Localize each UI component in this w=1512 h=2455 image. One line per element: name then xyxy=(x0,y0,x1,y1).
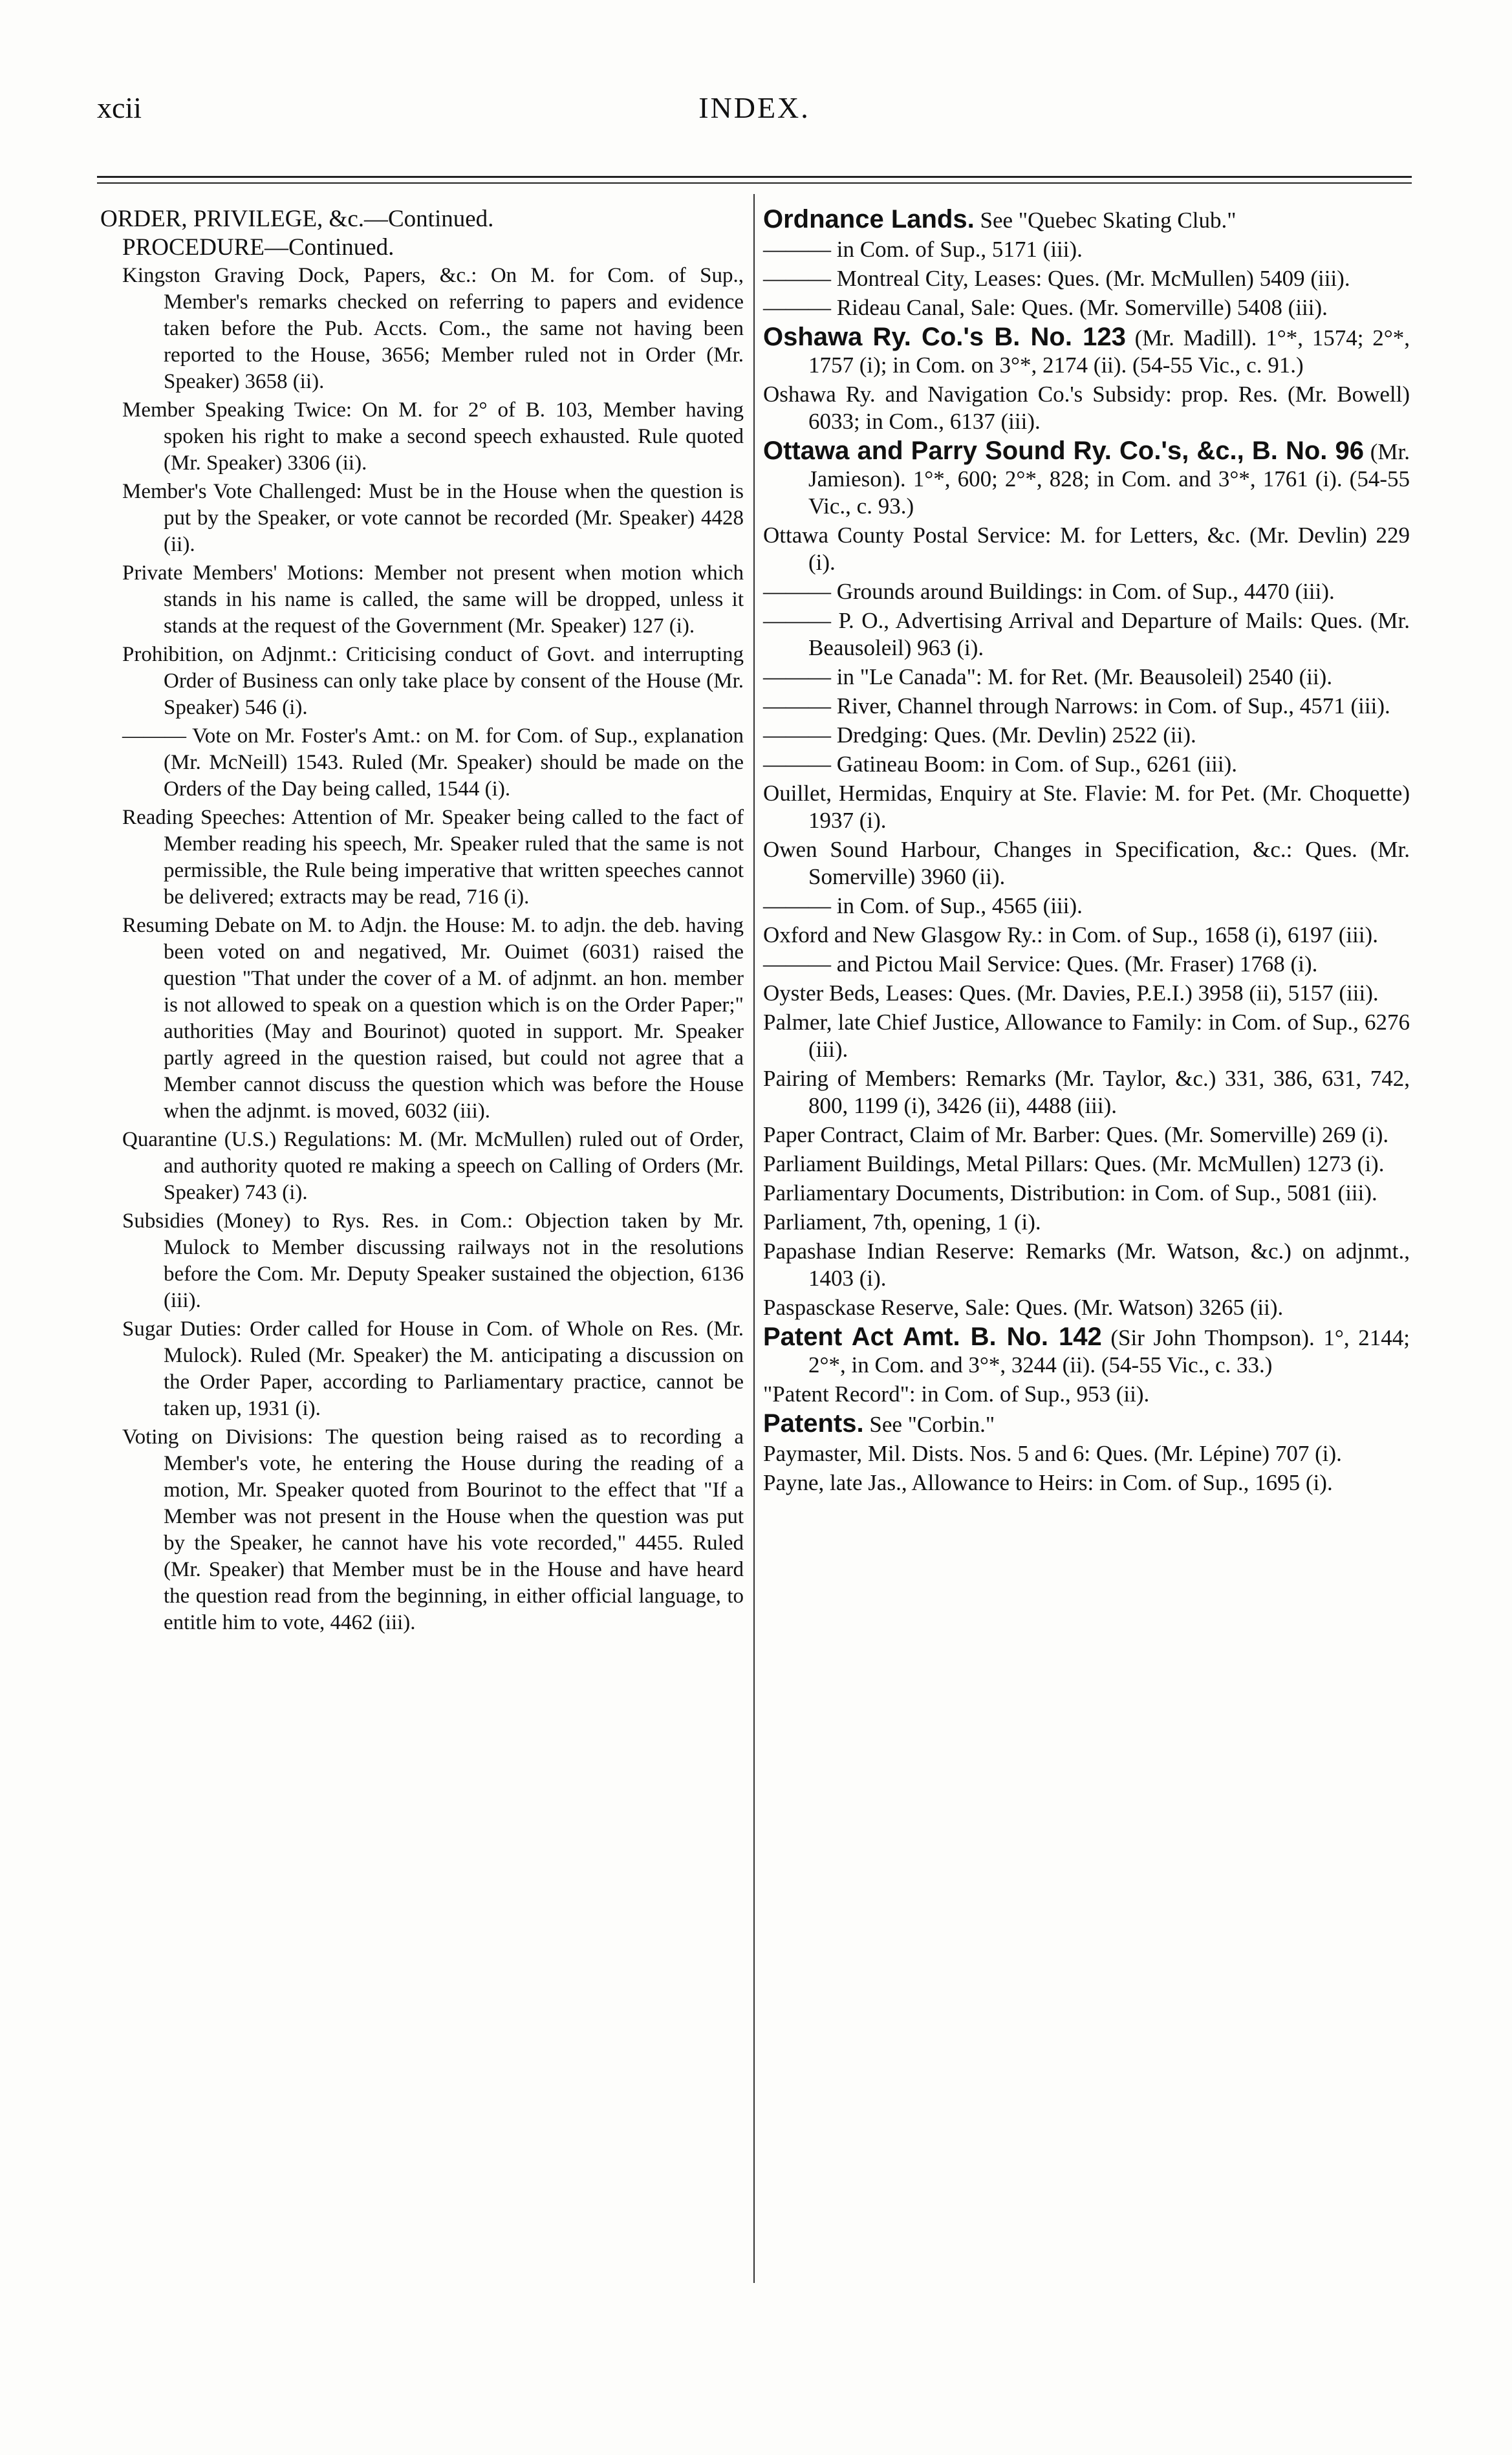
entry-text: Parliament Buildings, Metal Pillars: Ques. (Mr. McMullen) 1273 (i). xyxy=(763,1151,1385,1176)
entry-text: Oshawa Ry. and Navigation Co.'s Subsidy: prop. Res. (Mr. Bowell) 6033; in Com., 6137 (iii). xyxy=(763,382,1410,434)
index-entry xyxy=(763,1065,1410,1119)
index-entry xyxy=(763,1469,1410,1497)
entry-text: Voting on Divisions: The question being raised as to recording a Member's vote, he entering the House during the reading of a motion, Mr. Speaker quoted from Bourinot to the effect that "If a Member was not present in the House when the question was put by the Speaker, he cannot have his vote recorded," 4455. Ruled (Mr. Speaker) that Member must be in the House and have heard the question read from the beginning, in either official language, to entitle him to vote, 4462 (iii). xyxy=(122,1425,744,1634)
index-entry xyxy=(100,1424,744,1636)
index-entry xyxy=(100,1316,744,1422)
entry-text: Resuming Debate on M. to Adjn. the House: M. to adjn. the deb. having been voted on and negatived, Mr. Ouimet (6031) raised the question "That under the cover of a M. of adjnmt. an hon. member is not allowed to speak on a question which is on the Order Paper;" authorities (May and Bourinot) quoted in support. Mr. Speaker partly agreed in the question raised, but could not agree that a Member cannot discuss the question which was before the House when the adjnmt. is moved, 6032 (iii). xyxy=(122,914,744,1123)
index-entry xyxy=(763,751,1410,778)
right-column xyxy=(763,206,1410,1498)
index-entry xyxy=(100,397,744,477)
entry-text: Ottawa County Postal Service: M. for Letters, &c. (Mr. Devlin) 229 (i). xyxy=(763,523,1410,575)
entry-text: Papashase Indian Reserve: Remarks (Mr. Watson, &c.) on adjnmt., 1403 (i). xyxy=(763,1238,1410,1291)
index-entry xyxy=(763,780,1410,834)
entry-text: ——— P. O., Advertising Arrival and Departure of Mails: Ques. (Mr. Beausoleil) 963 (i). xyxy=(763,608,1410,660)
page-header xyxy=(97,91,1412,142)
index-entry xyxy=(763,236,1410,263)
entry-text: ——— River, Channel through Narrows: in Com. of Sup., 4571 (iii). xyxy=(763,693,1390,719)
index-entry xyxy=(100,805,744,911)
index-entry xyxy=(763,1209,1410,1236)
entry-text: ——— Grounds around Buildings: in Com. of Sup., 4470 (iii). xyxy=(763,579,1335,604)
entry-text: ——— Rideau Canal, Sale: Ques. (Mr. Somerville) 5408 (iii). xyxy=(763,295,1328,320)
index-entry xyxy=(100,560,744,640)
index-entry xyxy=(100,642,744,721)
entry-text: Pairing of Members: Remarks (Mr. Taylor, &c.) 331, 386, 631, 742, 800, 1199 (i), 3426 (ii), 4488 (iii). xyxy=(763,1066,1410,1118)
index-entry xyxy=(763,722,1410,749)
index-entry xyxy=(763,836,1410,891)
header-rule xyxy=(97,176,1412,178)
bill-title: Patent Act Amt. B. No. 142 xyxy=(763,1323,1102,1351)
entry-text: ——— in Com. of Sup., 4565 (iii). xyxy=(763,893,1083,918)
entry-text: ——— Montreal City, Leases: Ques. (Mr. McMullen) 5409 (iii). xyxy=(763,266,1350,291)
index-entry xyxy=(763,437,1410,520)
index-entry xyxy=(763,607,1410,662)
index-entry xyxy=(763,206,1410,234)
column-divider xyxy=(753,194,755,2283)
index-entry xyxy=(100,479,744,558)
entry-text: Parliamentary Documents, Distribution: in Com. of Sup., 5081 (iii). xyxy=(763,1180,1377,1206)
entry-text: Sugar Duties: Order called for House in Com. of Whole on Res. (Mr. Mulock). Ruled (Mr. Speaker) the M. anticipating a discussion on the Order Paper, according to Parliamentary practice, cannot be taken up, 1931 (i). xyxy=(122,1317,744,1420)
index-entry xyxy=(100,263,744,395)
index-entry xyxy=(763,1009,1410,1063)
entry-text: Kingston Graving Dock, Papers, &c.: On M. for Com. of Sup., Member's remarks checked on referring to papers and evidence taken before the Pub. Accts. Com., the same not having been reported to the House, 3656; Member ruled not in Order (Mr. Speaker) 3658 (ii). xyxy=(122,264,744,393)
entry-text: Payne, late Jas., Allowance to Heirs: in Com. of Sup., 1695 (i). xyxy=(763,1470,1333,1495)
bill-title: Patents. xyxy=(763,1409,864,1438)
entry-text: Paper Contract, Claim of Mr. Barber: Ques. (Mr. Somerville) 269 (i). xyxy=(763,1122,1389,1147)
entry-text: See "Quebec Skating Club." xyxy=(974,208,1237,233)
bill-title: Ottawa and Parry Sound Ry. Co.'s, &c., B. No. 96 xyxy=(763,437,1365,465)
index-entry xyxy=(763,1323,1410,1379)
entry-text: Parliament, 7th, opening, 1 (i). xyxy=(763,1209,1041,1235)
entry-text: Oyster Beds, Leases: Ques. (Mr. Davies, P.E.I.) 3958 (ii), 5157 (iii). xyxy=(763,980,1379,1006)
index-entry xyxy=(763,1121,1410,1149)
index-entry xyxy=(763,1238,1410,1292)
index-entry xyxy=(763,922,1410,949)
index-entry xyxy=(763,892,1410,920)
index-entry xyxy=(763,1381,1410,1408)
entry-text: Quarantine (U.S.) Regulations: M. (Mr. McMullen) ruled out of Order, and authority quoted re making a speech on Calling of Orders (Mr. Speaker) 743 (i). xyxy=(122,1128,744,1204)
entry-text: See "Corbin." xyxy=(863,1412,995,1437)
index-entry xyxy=(763,1410,1410,1438)
index-entry xyxy=(100,1208,744,1314)
index-entry xyxy=(763,1294,1410,1321)
index-entry xyxy=(763,522,1410,576)
entry-text: ORDER, PRIVILEGE, &c.—Continued. xyxy=(100,206,494,232)
entry-text: (Mr. Jamieson). 1°*, 600; 2°*, 828; in Com. and 3°*, 1761 (i). (54-55 Vic., c. 93.) xyxy=(808,439,1410,519)
index-entry xyxy=(763,1180,1410,1207)
entry-text: Member Speaking Twice: On M. for 2° of B. 103, Member having spoken his right to make a second speech exhausted. Rule quoted (Mr. Speaker) 3306 (ii). xyxy=(122,398,744,475)
entry-text: Subsidies (Money) to Rys. Res. in Com.: Objection taken by Mr. Mulock to Member discussing railways not in the resolutions before the Com. Mr. Deputy Speaker sustained the objection, 6136 (iii). xyxy=(122,1209,744,1312)
entry-text: Oxford and New Glasgow Ry.: in Com. of Sup., 1658 (i), 6197 (iii). xyxy=(763,922,1378,947)
entry-text: Palmer, late Chief Justice, Allowance to Family: in Com. of Sup., 6276 (iii). xyxy=(763,1010,1410,1062)
entry-text: ——— in Com. of Sup., 5171 (iii). xyxy=(763,237,1083,262)
entry-text: ——— in "Le Canada": M. for Ret. (Mr. Beausoleil) 2540 (ii). xyxy=(763,664,1333,689)
index-entry xyxy=(763,323,1410,379)
index-entry xyxy=(763,664,1410,691)
entry-text: Reading Speeches: Attention of Mr. Speaker being called to the fact of Member reading his speech, Mr. Speaker ruled that the same is not permissible, the Rule being imperative that written speeches cannot be delivered; extracts may be read, 716 (i). xyxy=(122,806,744,909)
entry-text: Private Members' Motions: Member not present when motion which stands in his name is called, the same will be dropped, unless it stands at the request of the Government (Mr. Speaker) 127 (i). xyxy=(122,561,744,638)
header-rule-thin xyxy=(97,182,1412,184)
entry-text: (Sir John Thompson). 1°, 2144; 2°*, in Com. and 3°*, 3244 (ii). (54-55 Vic., c. 33.) xyxy=(808,1325,1410,1378)
entry-text: ——— and Pictou Mail Service: Ques. (Mr. Fraser) 1768 (i). xyxy=(763,951,1318,977)
entry-text: Prohibition, on Adjnmt.: Criticising conduct of Govt. and interrupting Order of Business can only take place by consent of the House (Mr. Speaker) 546 (i). xyxy=(122,643,744,719)
index-entry xyxy=(763,980,1410,1007)
index-entry xyxy=(763,294,1410,321)
left-column xyxy=(100,206,744,1638)
entry-text: ——— Gatineau Boom: in Com. of Sup., 6261 (iii). xyxy=(763,752,1238,777)
index-entry xyxy=(763,381,1410,435)
entry-text: PROCEDURE—Continued. xyxy=(122,234,394,261)
entry-text: Paspasckase Reserve, Sale: Ques. (Mr. Watson) 3265 (ii). xyxy=(763,1295,1284,1320)
index-entry xyxy=(100,1127,744,1206)
bill-title: Oshawa Ry. Co.'s B. No. 123 xyxy=(763,323,1126,351)
entry-text: Paymaster, Mil. Dists. Nos. 5 and 6: Ques. (Mr. Lépine) 707 (i). xyxy=(763,1441,1342,1466)
index-entry xyxy=(763,951,1410,978)
page-number: xcii xyxy=(97,91,142,124)
bill-title: Ordnance Lands. xyxy=(763,205,975,233)
index-entry xyxy=(763,693,1410,720)
index-entry xyxy=(100,913,744,1125)
entry-text: "Patent Record": in Com. of Sup., 953 (ii). xyxy=(763,1381,1150,1407)
index-entry xyxy=(763,1151,1410,1178)
index-entry xyxy=(100,206,744,232)
entry-text: ——— Vote on Mr. Foster's Amt.: on M. for Com. of Sup., explanation (Mr. McNeill) 1543. Ruled (Mr. Speaker) should be made on the Orders of the Day being called, 1544 (i). xyxy=(122,724,744,801)
entry-text: Member's Vote Challenged: Must be in the House when the question is put by the Speaker, or vote cannot be recorded (Mr. Speaker) 4428 (ii). xyxy=(122,480,744,556)
entry-text: ——— Dredging: Ques. (Mr. Devlin) 2522 (ii). xyxy=(763,722,1196,748)
index-entry xyxy=(763,578,1410,605)
index-entry xyxy=(763,265,1410,292)
page-title: INDEX. xyxy=(698,91,810,124)
entry-text: (Mr. Madill). 1°*, 1574; 2°*, 1757 (i); in Com. on 3°*, 2174 (ii). (54-55 Vic., c. 91.) xyxy=(808,325,1410,378)
index-entry xyxy=(763,1440,1410,1467)
index-entry xyxy=(100,234,744,261)
index-entry xyxy=(100,723,744,803)
entry-text: Ouillet, Hermidas, Enquiry at Ste. Flavie: M. for Pet. (Mr. Choquette) 1937 (i). xyxy=(763,781,1410,833)
entry-text: Owen Sound Harbour, Changes in Specification, &c.: Ques. (Mr. Somerville) 3960 (ii). xyxy=(763,837,1410,889)
